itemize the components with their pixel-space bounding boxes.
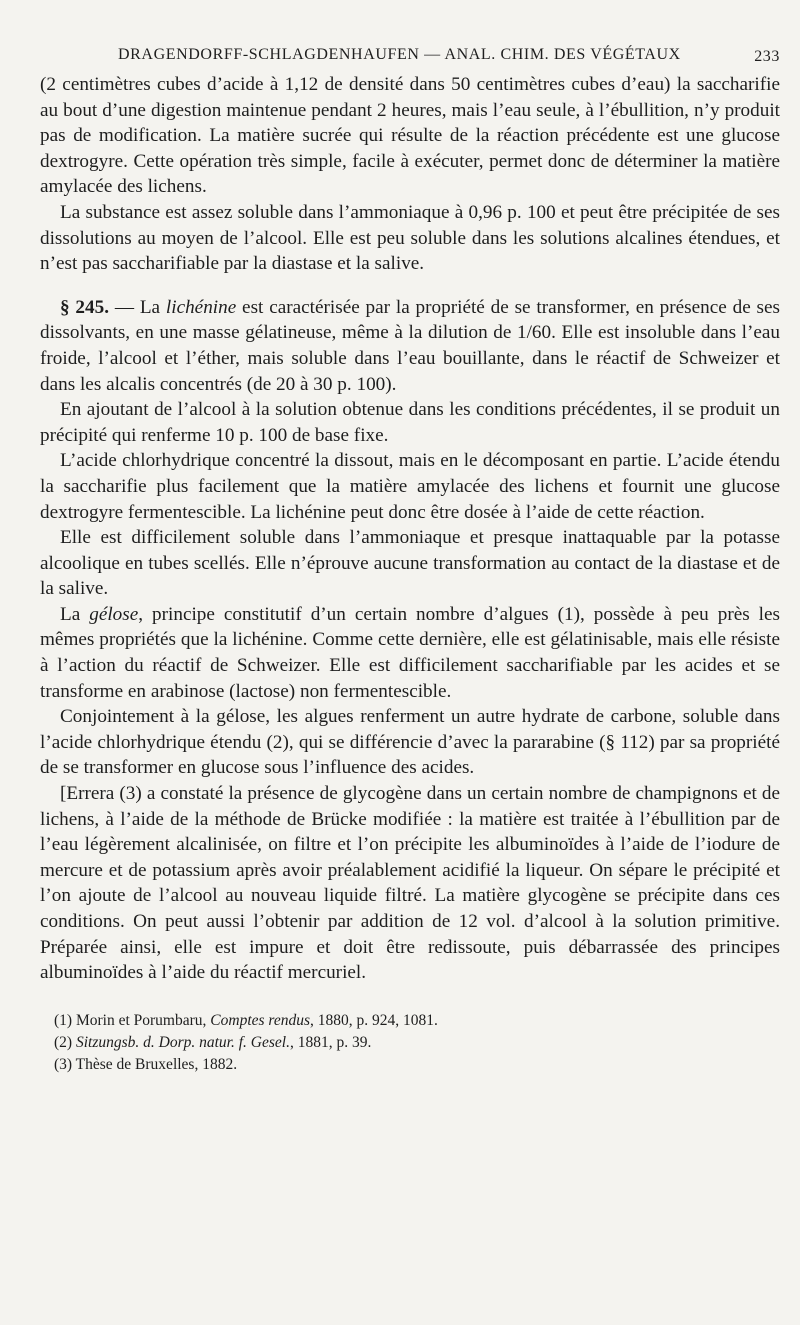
paragraph-9: [Errera (3) a constaté la présence de glycogène dans un certain nombre de champignons et de lichens, à l’aide de la méthode de Brücke modifiée : la matière est traitée à l’ébullition par de l’eau légèrement alcalinisée, on filtre et l’on précipite les albuminoïdes à l’aide de l’iodure de mercure et de potassium après avoir préalablement acidifié la liqueur. On sépare le précipité et l’on ajoute de l’alcool au nouveau liquide filtré. La matière glycogène se précipite dans ces conditions. On peut aussi l’obtenir par addition de 12 vol. d’alcool à la solution primitive. Préparée ainsi, elle est impure et doit être redissoute, puis débarrassée des principes albuminoïdes à l’aide du réactif mercuriel.: [40, 783, 780, 984]
footnote-1-mark: (1): [54, 1011, 73, 1029]
paragraph-7-text-b: , principe constitutif d’un certain nombre d’algues (1), possède à peu près les mêmes propriétés que la lichénine. Comme cette dernière, elle est gélatinisable, mais elle résiste à l’action du réactif de Schweizer. Elle est difficilement saccharifiable par les acides et se transforme en arabinose (lactose) non fermentescible.: [40, 603, 780, 702]
footnote-3-mark: (3): [54, 1055, 73, 1073]
footnote-1-title: Comptes rendus: [210, 1011, 311, 1029]
footnote-1-text-a: Morin et Porumbaru,: [72, 1011, 211, 1029]
paragraph-5: L’acide chlorhydrique concentré la dissout, mais en le décomposant en partie. L’acide étendu la saccharifie plus facilement que la matière amylacée des lichens et fournit une glucose dextrogyre fermentescible. La lichénine peut donc être dosée à l’aide de cette réaction.: [40, 450, 780, 523]
page-header: [40, 40, 780, 72]
page-number: 233: [754, 48, 780, 65]
footnote-2-title: Sitzungsb. d. Dorp. natur. f. Gesel.: [72, 1033, 290, 1051]
paragraph-6: Elle est difficilement soluble dans l’ammoniaque et presque inattaquable par la potasse alcoolique en tubes scellés. Elle n’éprouve aucune transformation au contact de la diastase et de la salive.: [40, 527, 780, 600]
section-gap: [40, 277, 780, 295]
paragraph-4: En ajoutant de l’alcool à la solution obtenue dans les conditions précédentes, il se produit un précipité qui renferme 10 p. 100 de base fixe.: [40, 399, 780, 446]
footnote-1: [54, 1010, 780, 1032]
document-page: [40, 40, 780, 1076]
paragraph-2: La substance est assez soluble dans l’ammoniaque à 0,96 p. 100 et peut être précipitée de ses dissolutions au moyen de l’alcool. Elle est peu soluble dans les solutions alcalines étendues, et n’est pas saccharifiable par la diastase et la salive.: [40, 201, 780, 275]
paragraph-7: [40, 602, 780, 704]
footnote-2: [54, 1032, 780, 1054]
paragraph-1: (2 centimètres cubes d’acide à 1,12 de densité dans 50 centimètres cubes d’eau) la saccharifie au bout d’une digestion maintenue pendant 2 heures, mais l’eau seule, à l’ébullition, n’y produit pas de modification. La matière sucrée qui résulte de la réaction précédente est une glucose dextrogyre. Cette opération très simple, facile à exécuter, permet donc de déterminer la matière amylacée des lichens.: [40, 74, 780, 198]
section-number: § 245.: [60, 296, 109, 318]
term-lichenine: lichénine: [165, 296, 237, 318]
footnote-1-text-b: , 1880, p. 924, 1081.: [310, 1011, 438, 1029]
footnote-3: [54, 1054, 780, 1076]
footnotes: [40, 1010, 780, 1076]
paragraph-3-text-b: est caractérisée par la propriété de se transformer, en présence de ses dissolvants, en une masse gélatineuse, même à la dilution de 1/60. Elle est insoluble dans l’eau froide, l’alcool et l’éther, mais soluble dans l’eau bouillante, dans le réactif de Schweizer et dans les alcalis concentrés (de 20 à 30 p. 100).: [40, 296, 780, 395]
body-text: [40, 72, 780, 986]
paragraph-7-text-a: La: [60, 603, 90, 625]
paragraph-3-text-a: — La: [109, 296, 166, 318]
paragraph-section-245: [40, 295, 780, 397]
term-gelose: gélose: [89, 603, 139, 625]
footnote-2-text-b: , 1881, p. 39.: [289, 1033, 372, 1051]
paragraph-8: Conjointement à la gélose, les algues renferment un autre hydrate de carbone, soluble dans l’acide chlorhydrique étendu (2), qui se différencie d’avec la pararabine (§ 112) par sa propriété de se transformer en glucose sous l’influence des acides.: [40, 706, 780, 779]
footnote-2-mark: (2): [54, 1033, 73, 1051]
running-head: DRAGENDORFF-SCHLAGDENHAUFEN — ANAL. CHIM. DES VÉGÉTAUX: [118, 46, 681, 63]
footnote-3-text: Thèse de Bruxelles, 1882.: [72, 1055, 238, 1073]
